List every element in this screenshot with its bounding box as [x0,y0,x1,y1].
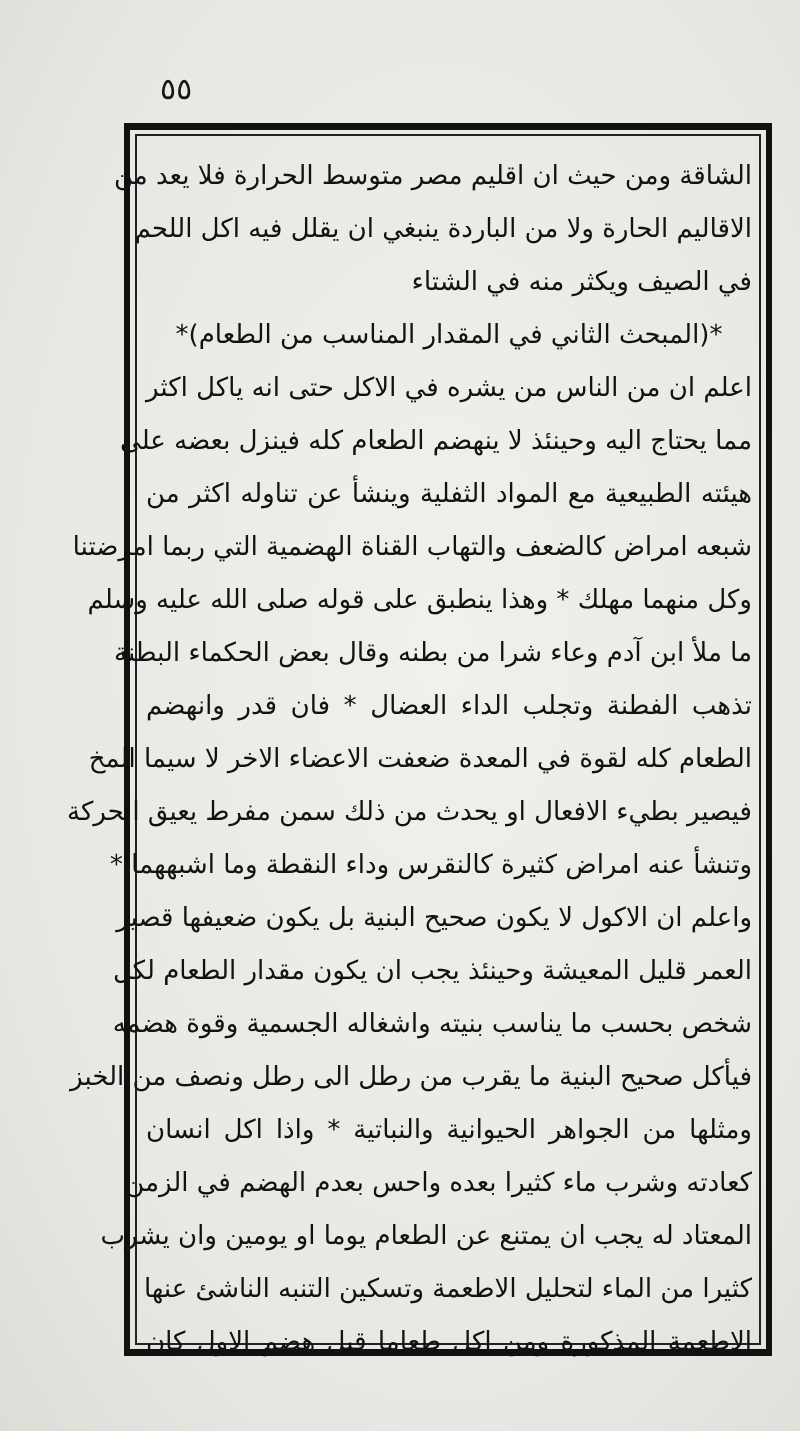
text-line: تذهب الفطنة وتجلب الداء العضال * فان قدر وانهضم [146,691,752,721]
text-line: وتنشأ عنه امراض كثيرة كالنقرس وداء النقطة وما اشبههما * [109,850,752,880]
text-line: اعلم ان من الناس من يشره في الاكل حتى انه ياكل اكثر [146,373,752,403]
text-line: ومثلها من الجواهر الحيوانية والنباتية * واذا اكل انسان [146,1115,752,1145]
text-line: العمر قليل المعيشة وحينئذ يجب ان يكون مقدار الطعام لكل [112,956,752,986]
text-line: في الصيف ويكثر منه في الشتاء [411,267,752,297]
text-line: شخص بحسب ما يناسب بنيته واشغاله الجسمية وقوة هضمه [112,1009,752,1039]
text-line: فيأكل صحيح البنية ما يقرب من رطل الى رطل ونصف من الخبز [70,1062,752,1092]
text-line: الشاقة ومن حيث ان اقليم مصر متوسط الحرارة فلا يعد من [114,161,752,191]
text-line: كثيرا من الماء لتحليل الاطعمة وتسكين التنبه الناشئ عنها [144,1274,752,1304]
text-line: كعادته وشرب ماء كثيرا بعده واحس بعدم الهضم في الزمن [125,1168,752,1198]
text-line: الاقاليم الحارة ولا من الباردة ينبغي ان يقلل فيه اكل اللحم [134,214,752,244]
text-line: ما ملأ ابن آدم وعاء شرا من بطنه وقال بعض الحكماء البطنة [114,638,752,668]
text-line: الطعام كله لقوة في المعدة ضعفت الاعضاء الاخر لا سيما المخ [88,744,752,774]
text-line: هيئته الطبيعية مع المواد الثفلية وينشأ عن تناوله اكثر من [146,479,752,509]
text-line: المعتاد له يجب ان يمتنع عن الطعام يوما او يومين وان يشرب [100,1221,752,1251]
text-line: شبعه امراض كالضعف والتهاب القناة الهضمية التي ربما امرضتنا [72,532,752,562]
body-text [67,150,752,1357]
section-heading: *(المبحث الثاني في المقدار المناسب من الطعام)* [175,320,723,350]
text-line: واعلم ان الاكول لا يكون صحيح البنية بل يكون ضعيفها قصير [116,903,752,933]
text-line: الاطعمة المذكورة ومن اكل طعاما قبل هضم الاول كان [146,1327,752,1357]
page-number: ٥٥ [160,72,193,107]
text-line: فيصير بطيء الافعال او يحدث من ذلك سمن مفرط يعيق الحركة [67,797,752,827]
text-line: مما يحتاج اليه وحينئذ لا ينهضم الطعام كله فينزل بعضه على [120,426,752,456]
text-line: وكل منهما مهلك * وهذا ينطبق على قوله صلى الله عليه وسلم [87,585,752,615]
